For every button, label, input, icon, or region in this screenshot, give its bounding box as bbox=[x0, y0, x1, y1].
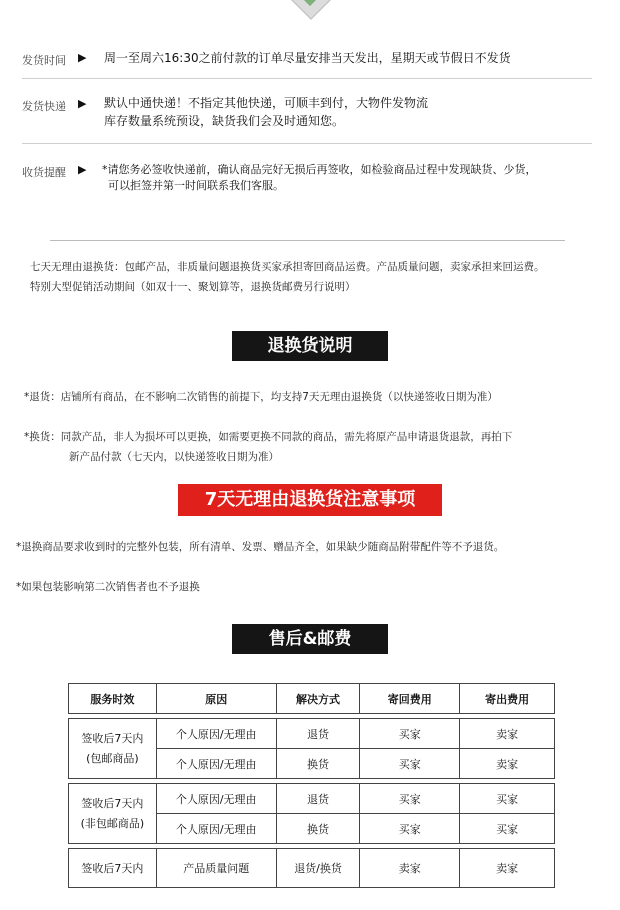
solution-cell: 退货/换货 bbox=[276, 849, 360, 888]
reason-cell: 个人原因/无理由 bbox=[156, 719, 276, 749]
send-fee-cell: 卖家 bbox=[460, 849, 555, 888]
return-fee-cell: 买家 bbox=[360, 814, 460, 844]
header-period: 服务时效 bbox=[69, 684, 157, 714]
return-fee-cell: 卖家 bbox=[360, 849, 460, 888]
aftersale-table bbox=[68, 683, 555, 888]
period-line: 签收后7天内 bbox=[81, 731, 144, 745]
notice-section-title: 7天无理由退换货注意事项 bbox=[178, 484, 442, 516]
header-reason: 原因 bbox=[156, 684, 276, 714]
notice-line1: *退换商品要求收到时的完整外包装，所有清单、发票、赠品齐全，如果缺少随商品附带配件等不予退货。 bbox=[16, 541, 505, 553]
return-fee-cell: 买家 bbox=[360, 784, 460, 814]
aftersale-title: 售后&邮费 bbox=[232, 624, 388, 654]
period-cell: 签收后7天内 bbox=[69, 849, 157, 888]
divider bbox=[50, 240, 565, 241]
return-fee-cell: 买家 bbox=[360, 749, 460, 779]
send-fee-cell: 卖家 bbox=[460, 749, 555, 779]
policy-line1: 七天无理由退换货：包邮产品，非质量问题退换货买家承担寄回商品运费。产品质量问题，卖家承担来回运费。 bbox=[30, 261, 545, 273]
solution-cell: 换货 bbox=[276, 814, 360, 844]
table-row bbox=[69, 784, 555, 814]
arrow-icon: ▶ bbox=[78, 97, 87, 110]
solution-cell: 换货 bbox=[276, 749, 360, 779]
table-header-row bbox=[69, 684, 555, 714]
reason-cell: 产品质量问题 bbox=[156, 849, 276, 888]
period-cell bbox=[69, 784, 157, 844]
receive-reminder-line1: *请您务必签收快递前，确认商品完好无损后再签收，如检验商品过程中发现缺货、少货， bbox=[102, 163, 537, 176]
header-send-fee: 寄出费用 bbox=[460, 684, 555, 714]
divider bbox=[22, 78, 592, 79]
return-fee-cell: 买家 bbox=[360, 719, 460, 749]
notice-line2: *如果包装影响第二次销售者也不予退换 bbox=[16, 581, 200, 593]
policy-line2: 特别大型促销活动期间（如双十一、聚划算等，退换货邮费另行说明） bbox=[30, 281, 356, 293]
solution-cell: 退货 bbox=[276, 784, 360, 814]
shipping-time-text: 周一至周六16:30之前付款的订单尽量安排当天发出，星期天或节假日不发货 bbox=[104, 51, 511, 65]
exchange-line1: *换货：同款产品，非人为损坏可以更换，如需要更换不同款的商品，需先将原产品申请退货退款，再拍下 bbox=[24, 431, 513, 443]
period-line: 签收后7天内 bbox=[81, 796, 144, 810]
send-fee-cell: 买家 bbox=[460, 814, 555, 844]
reason-cell: 个人原因/无理由 bbox=[156, 749, 276, 779]
table-row bbox=[69, 719, 555, 749]
return-section-title: 退换货说明 bbox=[232, 331, 388, 361]
reason-cell: 个人原因/无理由 bbox=[156, 784, 276, 814]
period-line: (包邮商品) bbox=[86, 751, 139, 765]
send-fee-cell: 卖家 bbox=[460, 719, 555, 749]
receive-reminder-label: 收货提醒 bbox=[22, 166, 66, 179]
period-cell bbox=[69, 719, 157, 779]
period-line: (非包邮商品) bbox=[80, 816, 145, 830]
receive-reminder-line2: 可以拒签并第一时间联系我们客服。 bbox=[108, 179, 284, 192]
table-row bbox=[69, 849, 555, 888]
shipping-express-label: 发货快递 bbox=[22, 100, 66, 113]
send-fee-cell: 买家 bbox=[460, 784, 555, 814]
header-solution: 解决方式 bbox=[276, 684, 360, 714]
shipping-time-label: 发货时间 bbox=[22, 54, 66, 67]
arrow-icon: ▶ bbox=[78, 51, 87, 64]
header-return-fee: 寄回费用 bbox=[360, 684, 460, 714]
exchange-line2: 新产品付款（七天内，以快递签收日期为准） bbox=[69, 451, 279, 463]
divider bbox=[22, 143, 592, 144]
return-text: *退货：店铺所有商品，在不影响二次销售的前提下，均支持7天无理由退换货（以快递签收日期为准） bbox=[24, 391, 498, 403]
arrow-icon: ▶ bbox=[78, 163, 87, 176]
shipping-express-line2: 库存数量系统预设，缺货我们会及时通知您。 bbox=[104, 114, 345, 128]
reason-cell: 个人原因/无理由 bbox=[156, 814, 276, 844]
solution-cell: 退货 bbox=[276, 719, 360, 749]
shipping-express-line1: 默认中通快递！不指定其他快递，可顺丰到付，大物件发物流 bbox=[104, 96, 429, 110]
